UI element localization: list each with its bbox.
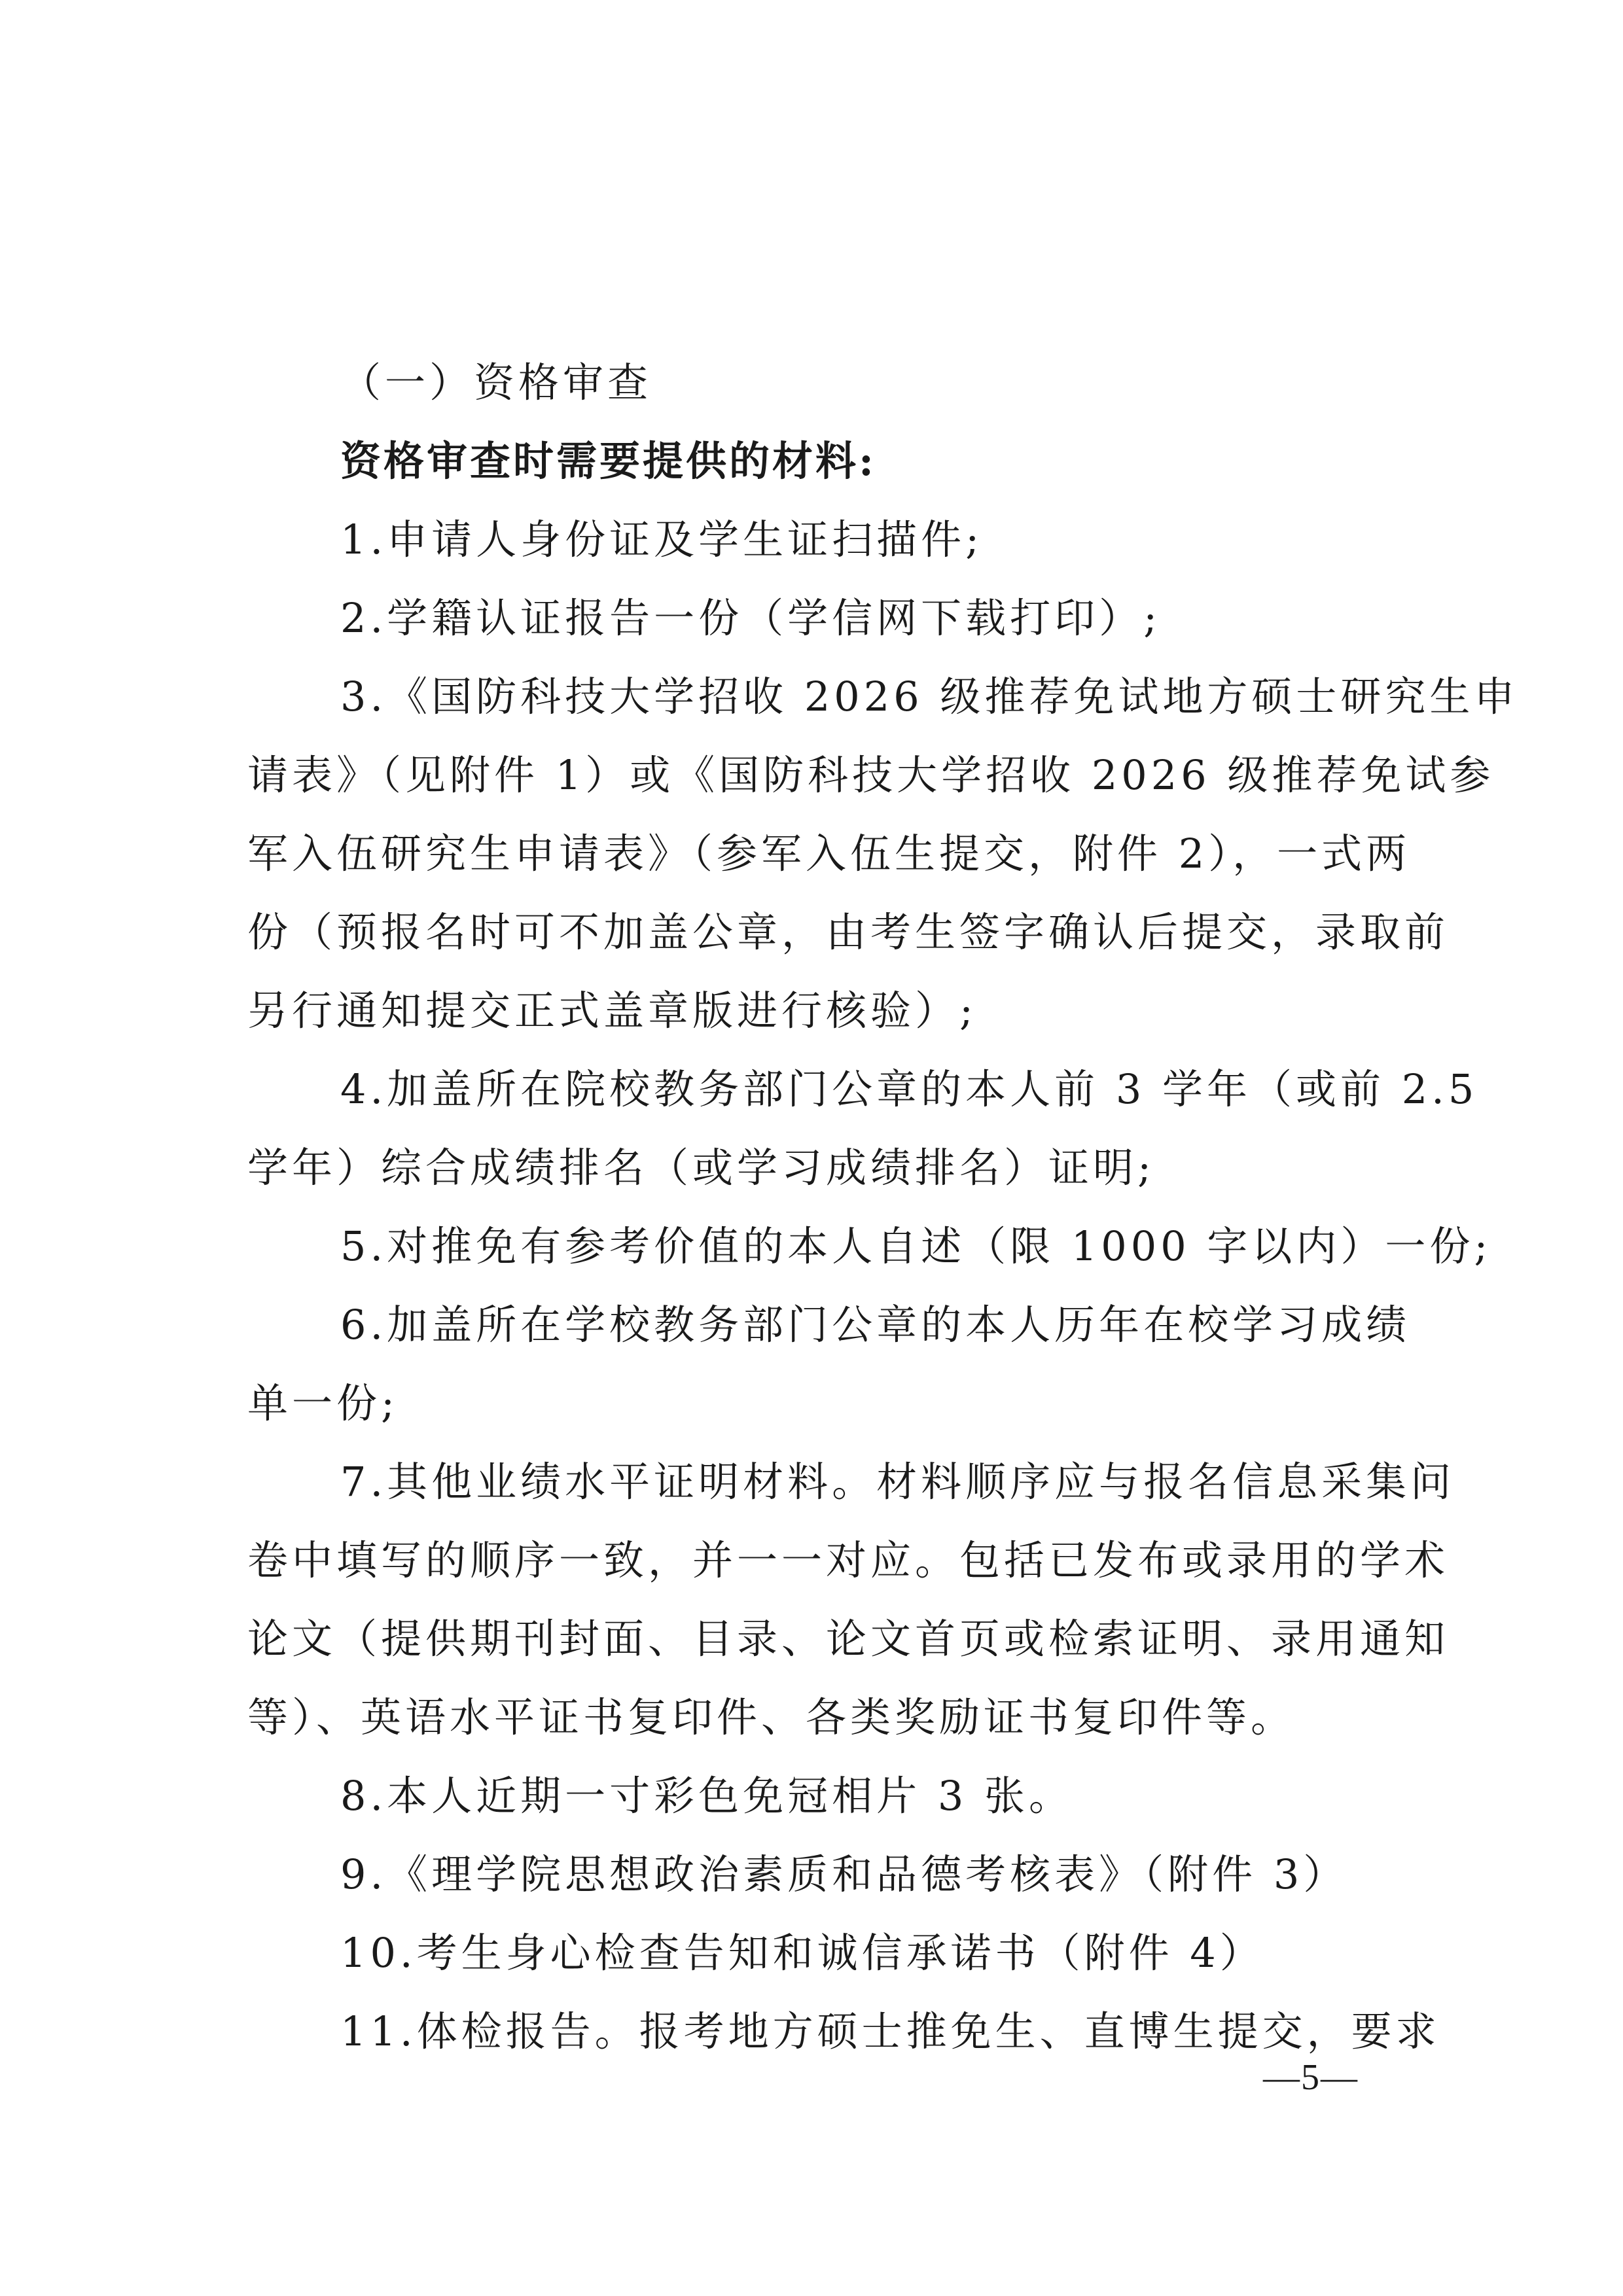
paragraph-line: 7.其他业绩水平证明材料。材料顺序应与报名信息采集问 (340, 1458, 1455, 1506)
paragraph-line: 军入伍研究生申请表》（参军入伍生提交，附件 2），一式两 (247, 830, 1411, 877)
paragraph-line: 4.加盖所在院校教务部门公章的本人前 3 学年（或前 2.5 (340, 1065, 1478, 1113)
paragraph-line: 9.《理学院思想政治素质和品德考核表》（附件 3） (340, 1850, 1348, 1898)
paragraph-line: 11.体检报告。报考地方硕士推免生、直博生提交，要求 (340, 2007, 1440, 2055)
materials-heading: 资格审查时需要提供的材料: (340, 437, 876, 485)
paragraph-line: 等）、英语水平证书复印件、各类奖励证书复印件等。 (247, 1693, 1296, 1741)
paragraph-line: 请表》（见附件 1）或《国防科技大学招收 2026 级推荐免试参 (247, 751, 1495, 799)
paragraph-line: 份（预报名时可不加盖公章，由考生签字确认后提交，录取前 (247, 908, 1450, 956)
paragraph-line: 卷中填写的顺序一致，并一一对应。包括已发布或录用的学术 (247, 1536, 1450, 1584)
paragraph-line: 1.申请人身份证及学生证扫描件; (340, 516, 984, 563)
page-number: —5— (1263, 2057, 1359, 2098)
section-heading: （一）资格审查 (340, 359, 652, 406)
paragraph-line: 学年）综合成绩排名（或学习成绩排名）证明; (247, 1144, 1155, 1192)
paragraph-line: 8.本人近期一寸彩色免冠相片 3 张。 (340, 1772, 1074, 1820)
paragraph-line: 5.对推免有参考价值的本人自述（限 1000 字以内）一份; (340, 1222, 1492, 1270)
paragraph-line: 另行通知提交正式盖章版进行核验）; (247, 987, 977, 1034)
paragraph-line: 2.学籍认证报告一份（学信网下载打印）; (340, 594, 1162, 642)
paragraph-line: 单一份; (247, 1379, 399, 1427)
paragraph-line: 论文（提供期刊封面、目录、论文首页或检索证明、录用通知 (247, 1615, 1450, 1663)
paragraph-line: 6.加盖所在学校教务部门公章的本人历年在校学习成绩 (340, 1301, 1411, 1349)
paragraph-line: 10.考生身心检查告知和诚信承诺书（附件 4） (340, 1929, 1264, 1977)
paragraph-line: 3.《国防科技大学招收 2026 级推荐免试地方硕士研究生申 (340, 673, 1519, 720)
